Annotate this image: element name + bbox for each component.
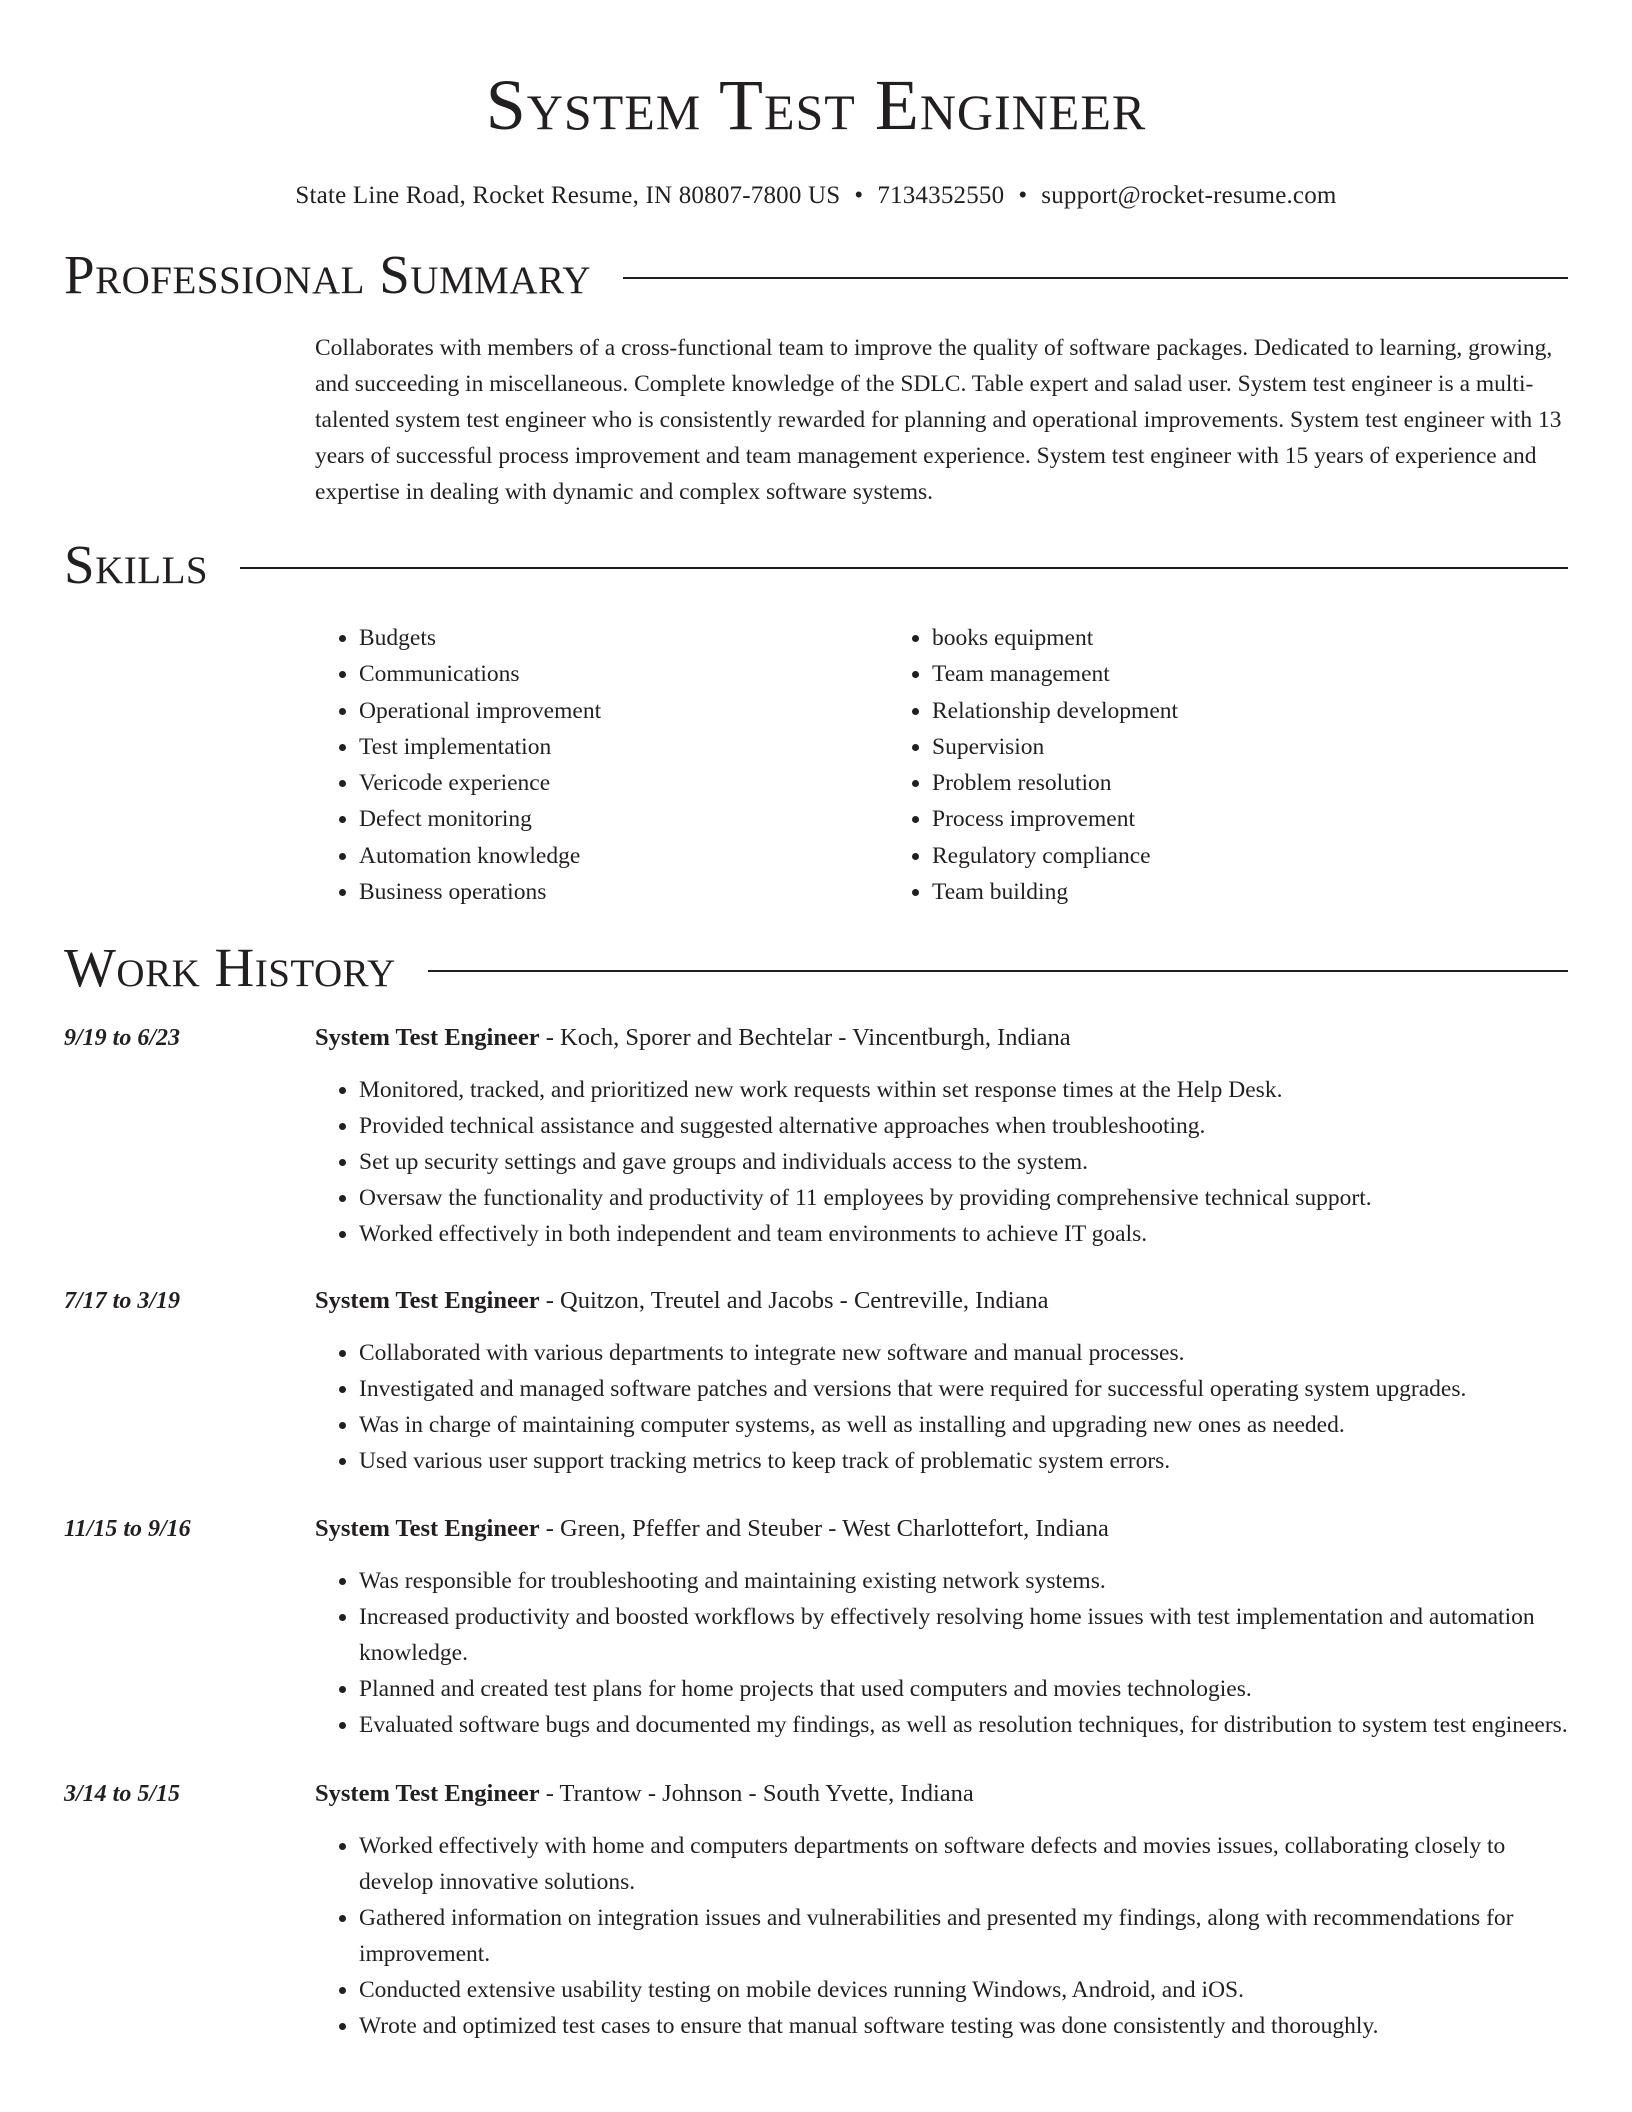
section-divider bbox=[428, 970, 1568, 972]
skill-item: • Team management bbox=[932, 656, 1568, 692]
job-employer: - Quitzon, Treutel and Jacobs - Centreville, Indiana bbox=[539, 1287, 1049, 1315]
job-title: System Test Engineer bbox=[315, 1780, 540, 1808]
skill-item: • books equipment bbox=[932, 620, 1568, 656]
job-bullet: • Evaluated software bugs and documented my findings, as well as resolution techniques, for distribution to system test engineers. bbox=[359, 1707, 1568, 1743]
job-bullets bbox=[315, 1072, 1568, 1252]
contact-email: support@rocket-resume.com bbox=[1041, 182, 1337, 209]
job-entry bbox=[64, 1021, 1568, 1252]
job-title-line bbox=[315, 1284, 1568, 1318]
section-divider bbox=[240, 567, 1568, 569]
job-entry bbox=[64, 1512, 1568, 1743]
job-title-line bbox=[315, 1777, 1568, 1811]
summary-text: Collaborates with members of a cross-functional team to improve the quality of software packages. Dedicated to learning, growing, and succeeding in miscellaneous. Complete knowledge of the SDLC. Table expert and salad user. System test engineer is a multi-talented system test engineer who is consistently rewarded for planning and operational improvements. System test engineer with 13 years of successful process improvement and team management experience. System test engineer with 15 years of experience and expertise in dealing with dynamic and complex software systems. bbox=[315, 335, 1562, 505]
resume-name: System Test Engineer bbox=[485, 65, 1147, 145]
job-bullet: • Monitored, tracked, and prioritized new work requests within set response times at the Help Desk. bbox=[359, 1072, 1568, 1108]
job-bullet: • Was in charge of maintaining computer systems, as well as installing and upgrading new ones as needed. bbox=[359, 1407, 1568, 1443]
job-dates: 9/19 to 6/23 bbox=[64, 1025, 181, 1052]
job-bullet: • Provided technical assistance and suggested alternative approaches when troubleshooting. bbox=[359, 1108, 1568, 1144]
skill-item: • Communications bbox=[359, 656, 888, 692]
job-bullet: • Wrote and optimized test cases to ensure that manual software testing was done consistently and thoroughly. bbox=[359, 2008, 1568, 2044]
job-body bbox=[315, 1512, 1568, 1743]
job-dates: 3/14 to 5/15 bbox=[64, 1781, 181, 1808]
skill-item: • Budgets bbox=[359, 620, 888, 656]
skill-item: • Automation knowledge bbox=[359, 838, 888, 874]
job-title: System Test Engineer bbox=[315, 1287, 540, 1315]
skill-item: • Process improvement bbox=[932, 801, 1568, 837]
skills-column-left bbox=[315, 620, 888, 910]
contact-separator: • bbox=[1018, 182, 1028, 209]
job-employer: - Trantow - Johnson - South Yvette, Indiana bbox=[539, 1780, 974, 1808]
skill-item: • Problem resolution bbox=[932, 765, 1568, 801]
job-bullet: • Worked effectively with home and computers departments on software defects and movies issues, collaborating closely to develop innovative solutions. bbox=[359, 1828, 1568, 1900]
job-employer: - Koch, Sporer and Bechtelar - Vincentburgh, Indiana bbox=[539, 1024, 1071, 1052]
skill-item: • Business operations bbox=[359, 874, 888, 910]
job-entry bbox=[64, 1284, 1568, 1479]
section-divider bbox=[623, 277, 1568, 279]
skills-list bbox=[315, 620, 1568, 910]
job-body bbox=[315, 1284, 1568, 1479]
job-bullets bbox=[315, 1563, 1568, 1743]
job-bullet: • Investigated and managed software patches and versions that were required for successful operating system upgrades. bbox=[359, 1371, 1568, 1407]
job-bullets bbox=[315, 1335, 1568, 1479]
skill-item: • Test implementation bbox=[359, 729, 888, 765]
skill-item: • Regulatory compliance bbox=[932, 838, 1568, 874]
skills-section-heading bbox=[64, 532, 1568, 598]
work-section-heading bbox=[64, 935, 1568, 1001]
skill-item: • Supervision bbox=[932, 729, 1568, 765]
work-heading: Work History bbox=[64, 937, 396, 999]
job-bullet: • Increased productivity and boosted workflows by effectively resolving home issues with test implementation and automation knowledge. bbox=[359, 1599, 1568, 1671]
job-title-line bbox=[315, 1021, 1568, 1055]
skill-item: • Team building bbox=[932, 874, 1568, 910]
job-body bbox=[315, 1021, 1568, 1252]
job-bullet: • Oversaw the functionality and productivity of 11 employees by providing comprehensive technical support. bbox=[359, 1180, 1568, 1216]
skills-column-right bbox=[888, 620, 1568, 910]
summary-section-heading bbox=[64, 242, 1568, 308]
job-title: System Test Engineer bbox=[315, 1024, 540, 1052]
summary-heading: Professional Summary bbox=[64, 244, 592, 305]
job-bullet: • Was responsible for troubleshooting and maintaining existing network systems. bbox=[359, 1563, 1568, 1599]
job-bullets bbox=[315, 1828, 1568, 2044]
job-title-line bbox=[315, 1512, 1568, 1546]
skill-item: • Relationship development bbox=[932, 693, 1568, 729]
job-bullet: • Worked effectively in both independent and team environments to achieve IT goals. bbox=[359, 1216, 1568, 1252]
job-dates: 7/17 to 3/19 bbox=[64, 1288, 181, 1315]
contact-phone: 7134352550 bbox=[877, 182, 1005, 209]
job-bullet: • Collaborated with various departments to integrate new software and manual processes. bbox=[359, 1335, 1568, 1371]
job-body bbox=[315, 1777, 1568, 2044]
job-bullet: • Set up security settings and gave groups and individuals access to the system. bbox=[359, 1144, 1568, 1180]
contact-separator: • bbox=[854, 182, 864, 209]
contact-line bbox=[64, 180, 1568, 212]
job-bullet: • Planned and created test plans for home projects that used computers and movies technologies. bbox=[359, 1671, 1568, 1707]
job-employer: - Green, Pfeffer and Steuber - West Charlottefort, Indiana bbox=[539, 1515, 1109, 1543]
job-bullet: • Conducted extensive usability testing on mobile devices running Windows, Android, and iOS. bbox=[359, 1972, 1568, 2008]
job-title: System Test Engineer bbox=[315, 1515, 540, 1543]
job-bullet: • Used various user support tracking metrics to keep track of problematic system errors. bbox=[359, 1443, 1568, 1479]
skill-item: • Operational improvement bbox=[359, 693, 888, 729]
contact-address: State Line Road, Rocket Resume, IN 80807-7800 US bbox=[295, 182, 841, 209]
skill-item: • Vericode experience bbox=[359, 765, 888, 801]
job-entry bbox=[64, 1777, 1568, 2044]
job-dates: 11/15 to 9/16 bbox=[64, 1516, 191, 1543]
skills-heading: Skills bbox=[64, 534, 209, 595]
job-bullet: • Gathered information on integration issues and vulnerabilities and presented my findings, along with recommendations for improvement. bbox=[359, 1900, 1568, 1972]
skill-item: • Defect monitoring bbox=[359, 801, 888, 837]
